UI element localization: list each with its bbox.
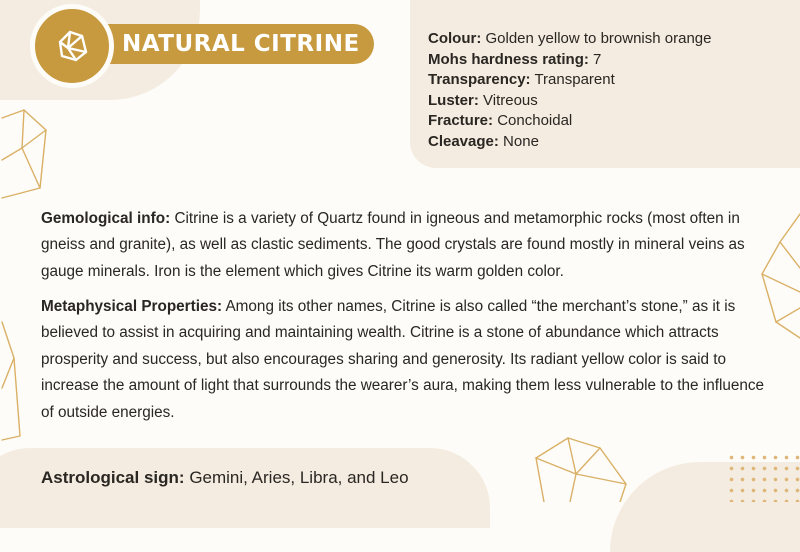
astrological-sign — [41, 466, 409, 490]
crystal-outline-bottom — [530, 434, 630, 502]
astrological-label: Astrological sign: — [41, 468, 185, 487]
crystal-outline-left-bottom — [0, 318, 30, 443]
gemological-label: Gemological info: — [41, 210, 171, 227]
property-label: Cleavage: — [428, 132, 499, 150]
property-value: 7 — [593, 50, 602, 68]
metaphysical-label: Metaphysical Properties: — [41, 298, 223, 315]
property-item — [428, 70, 711, 91]
property-value: None — [503, 132, 539, 150]
property-label: Transparency: — [428, 71, 531, 89]
property-list — [428, 29, 711, 153]
property-item — [428, 111, 711, 132]
property-value: Golden yellow to brownish orange — [485, 30, 712, 47]
property-item — [428, 132, 711, 153]
property-label: Luster: — [428, 91, 479, 109]
property-value: Transparent — [534, 71, 615, 89]
metaphysical-text: Among its other names, Citrine is also called “the merchant’s stone,” as it is believed to assist in acquiring and maintaining wealth. Citrine is a stone of abundance which attracts prosperity and success, but also encourages sharing and generosity. Its radiant yellow color is said to increase the amount of light that surrounds the wearer’s aura, making them less vulnerable to the influence of outside energies. — [41, 298, 765, 421]
page-title: NATURAL CITRINE — [122, 31, 360, 57]
crystal-icon — [54, 28, 90, 64]
property-label: Fracture: — [428, 112, 494, 130]
crystal-outline-left-top — [0, 100, 60, 200]
dot-pattern — [726, 452, 800, 502]
property-item — [428, 29, 711, 50]
gemological-text: Citrine is a variety of Quartz found in igneous and metamorphic rocks (most often in gneiss and granite), as well as clastic sediments. The good crystals are found mostly in mineral veins as gauge minerals. Iron is the element which gives Citrine its warm golden color. — [41, 210, 745, 280]
gemological-info — [41, 206, 781, 285]
astrological-value: Gemini, Aries, Libra, and Leo — [189, 468, 409, 487]
property-label: Colour: — [428, 30, 482, 47]
badge-icon-circle — [30, 4, 114, 88]
property-item — [428, 91, 711, 112]
property-value: Vitreous — [483, 91, 538, 109]
metaphysical-properties — [41, 294, 781, 426]
property-label: Mohs hardness rating: — [428, 50, 589, 68]
property-value: Conchoidal — [497, 112, 573, 130]
property-item — [428, 50, 711, 71]
